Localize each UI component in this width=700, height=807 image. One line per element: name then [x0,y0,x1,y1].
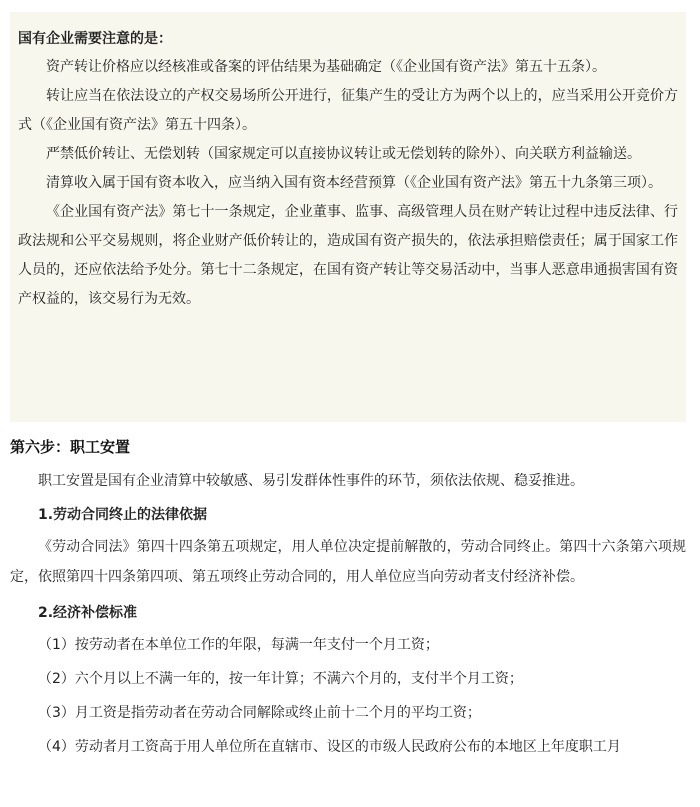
note-box [10,12,686,422]
note-paragraph: 转让应当在依法设立的产权交易场所公开进行，征集产生的受让方为两个以上的，应当采用公开竞价方式（《企业国有资产法》第五十四条）。 [18,88,678,133]
note-paragraph: 清算收入属于国有资本收入，应当纳入国有资本经营预算（《企业国有资产法》第五十九条第三项）。 [46,175,662,191]
section-title: 2.经济补偿标准 [38,605,138,621]
note-paragraph: 资产转让价格应以经核准或备案的评估结果为基础确定（《企业国有资产法》第五十五条）。 [46,59,606,75]
section-body: 《劳动合同法》第四十四条第五项规定，用人单位决定提前解散的，劳动合同终止。第四十六条第六项规定，依照第四十四条第四项、第五项终止劳动合同的，用人单位应当向劳动者支付经济补偿。 [10,539,686,585]
section-title: 1.劳动合同终止的法律依据 [38,507,208,523]
note-paragraph: 严禁低价转让、无偿划转（国家规定可以直接协议转让或无偿划转的除外）、向关联方利益输送。 [46,146,641,162]
main-content [10,432,686,766]
list-item: （1）按劳动者在本单位工作的年限，每满一年支付一个月工资； [38,637,439,653]
list-item: （3）月工资是指劳动者在劳动合同解除或终止前十二个月的平均工资； [38,705,481,721]
list-item: （2）六个月以上不满一年的，按一年计算；不满六个月的，支付半个月工资； [38,671,523,687]
note-title: 国有企业需要注意的是： [18,31,172,47]
note-paragraph: 《企业国有资产法》第七十一条规定，企业董事、监事、高级管理人员在财产转让过程中违反法律、行政法规和公平交易规则，将企业财产低价转让的，造成国有资产损失的，依法承担赔偿责任；属于国家工作人员的，还应依法给予处分。第七十二条规定，在国有资产转让等交易活动中，当事人恶意串通损害国有资产权益的，该交易行为无效。 [18,204,678,307]
step-intro: 职工安置是国有企业清算中较敏感、易引发群体性事件的环节，须依法依规、稳妥推进。 [38,473,584,489]
list-item: （4）劳动者月工资高于用人单位所在直辖市、设区的市级人民政府公布的本地区上年度职工月 [38,739,621,755]
step-title: 第六步：职工安置 [10,438,131,456]
